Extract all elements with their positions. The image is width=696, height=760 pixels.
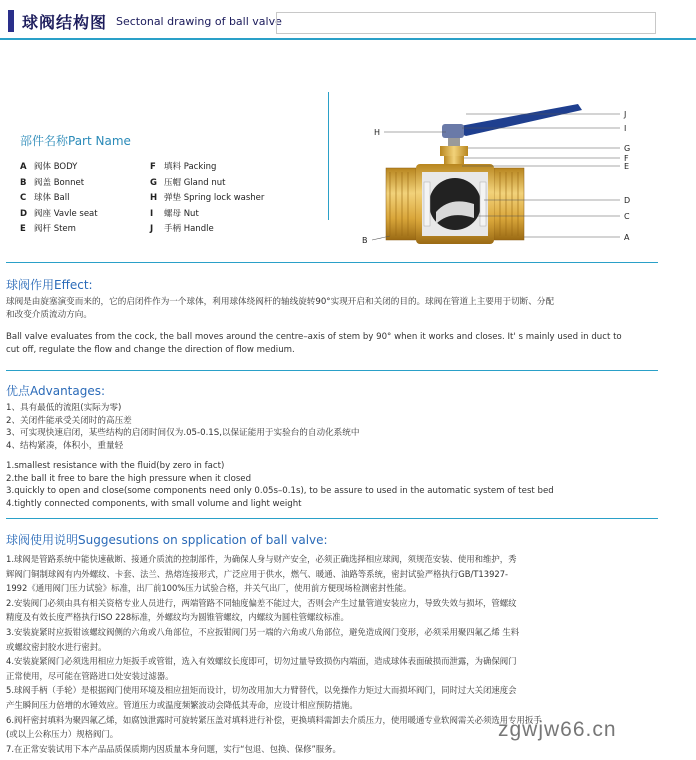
label-b: B <box>362 236 368 245</box>
part-list-right <box>150 160 264 238</box>
part-list-left <box>20 160 98 238</box>
part-item: E 阀杆 Stem <box>20 224 76 234</box>
effect-cn-text: 球阀是由旋塞演变而来的，它的启闭件作为一个球体，利用球体绕阀杆的轴线旋转90°实现开启和关闭的目的。球阀在管道上主要用于切断、分配 和改变介质流动方向。 <box>6 297 555 320</box>
effect-title: 球阀作用Effect: <box>6 278 93 292</box>
effect-en-text: Ball valve evaluates from the cock, the ball moves around the centre–axis of stem by 90° when it works and closes. It' s mainly used in duct to cut off, regulate the flow and change the direction of flow medium. <box>6 332 622 355</box>
label-e: E <box>624 162 630 171</box>
label-g: G <box>624 144 631 153</box>
page-title: 球阀结构图 <box>22 13 108 32</box>
part-item: G 压帽 Gland nut <box>150 177 226 188</box>
gland-nut-shape <box>440 146 468 156</box>
label-a: A <box>624 233 630 242</box>
section-divider <box>6 262 658 263</box>
label-c: C <box>624 212 630 221</box>
seat-right <box>480 182 486 226</box>
handle-shape <box>450 104 582 136</box>
part-item: H 弹垫 Spring lock washer <box>150 193 265 203</box>
seat-left <box>424 182 430 226</box>
part-item: D 阀座 Vavle seat <box>20 208 98 219</box>
watermark-text: zgwjw66.cn <box>498 718 617 741</box>
handle-base <box>442 124 464 138</box>
advantages-cn-text: 1、具有最低的流阻(实际为零) 2、关闭件能承受关闭时的高压差 3、可实现快速启闭，某些结构的启闭时间仅为.05-0.1S,以保证能用于实验台的自动化系统中 4、结构紧凑，体积小，重量轻 <box>6 403 360 451</box>
part-item: I 螺母 Nut <box>150 208 199 219</box>
body-end-shape <box>494 168 524 240</box>
label-i: I <box>624 124 627 133</box>
label-d: D <box>624 196 631 205</box>
advantages-title: 优点Advantages: <box>6 384 106 398</box>
vertical-divider <box>328 92 329 220</box>
nut-shape <box>448 138 460 146</box>
title-underline <box>0 38 696 40</box>
section-divider <box>6 370 658 371</box>
page-subtitle: Sectonal drawing of ball valve <box>116 15 282 28</box>
label-h: H <box>374 128 381 137</box>
title-box <box>276 12 656 34</box>
ball-valve-diagram <box>350 100 660 250</box>
part-item: F 填料 Packing <box>150 162 217 172</box>
part-item: J 手柄 Handle <box>150 224 214 234</box>
suggestions-text: 1.球阀是管路系统中能快速截断、接通介质流的控制部件，为确保人身与财产安全，必须正确选择相应球阀，须规范安装、使用和维护，秀 辉阀门铜制球阀有内外螺纹、卡套、法兰、热熔连接形式，广泛应用于供水，燃气、暖通、油路等系统，密封试验严格执行GB/T13927- 1992《通用阀门压力试验》标准，出厂前100%压力试验合格，并关气出厂，使用前方便现场检测密封性能。 2.安装阀门必须由具有相关资格专业人员进行，两端管路不同轴度偏差不能过大，否则会产生过量管道安装应力，导致失效与损坏，管螺纹 精度及有效长度严格执行ISO 228标准，外螺纹均为圆锥管螺纹，内螺纹为圆柱管螺纹标准。 3.安装旋紧时应扳钳该螺纹阀侧的六角或八角部位，不应扳钳阀门另一端的六角或八角部位，避免造成阀门变形，必须采用聚四氟乙烯 生料 或螺纹密封胶水进行密封。 4.安装旋紧阀门必须选用相应力矩扳手或管钳，选入有效螺纹长度即可，切勿过量导致损伤内端面，造成球体表面破损而泄露，为确保阀门 正常使用，尽可能在管路进口处安装过滤器。 5.球阀手柄（手轮）是根据阀门使用环境及相应扭矩而设计，切勿改用加大力臂替代，以免操作力矩过大而损坏阀门，同时过大关闭速度会 产生瞬间压力倍增的水锤效应。管道压力或温度频繁波动会降低其寿命，应设计相应预防措施。 6.阀杆密封填料为聚四氟乙烯，如腐蚀泄露时可旋转紧压盖对填料进行补偿，更换填料需卸去介质压力，使用暖通专业软阀需关必须选用专用扳手 (或以上公称压力）规格阀门。 7.在正常安装试用下本产品品质保质期内因质量本身问题，实行“包退、包换、保修”服务。 <box>6 554 542 754</box>
suggestions-title: 球阀使用说明Suggesutions on spplication of ball valve: <box>6 533 328 547</box>
label-f: F <box>624 154 629 163</box>
part-item: B 阀盖 Bonnet <box>20 177 85 188</box>
title-accent-bar <box>8 10 14 32</box>
advantages-en-text: 1.smallest resistance with the fluid(by zero in fact) 2.the ball it free to bare the high pressure when it closed 3.quickly to open and close(some components need only 0.05s–0.1s), to be assure to used in the automatic system of test bed 4.tightly connected components, with small volume and light weight <box>6 461 554 509</box>
part-item: C 球体 Ball <box>20 193 70 203</box>
bonnet-shape <box>386 168 416 240</box>
part-item: A 阀体 BODY <box>20 162 78 172</box>
label-j: J <box>624 110 627 119</box>
part-name-title: 部件名称Part Name <box>20 134 131 148</box>
section-divider <box>6 518 658 519</box>
